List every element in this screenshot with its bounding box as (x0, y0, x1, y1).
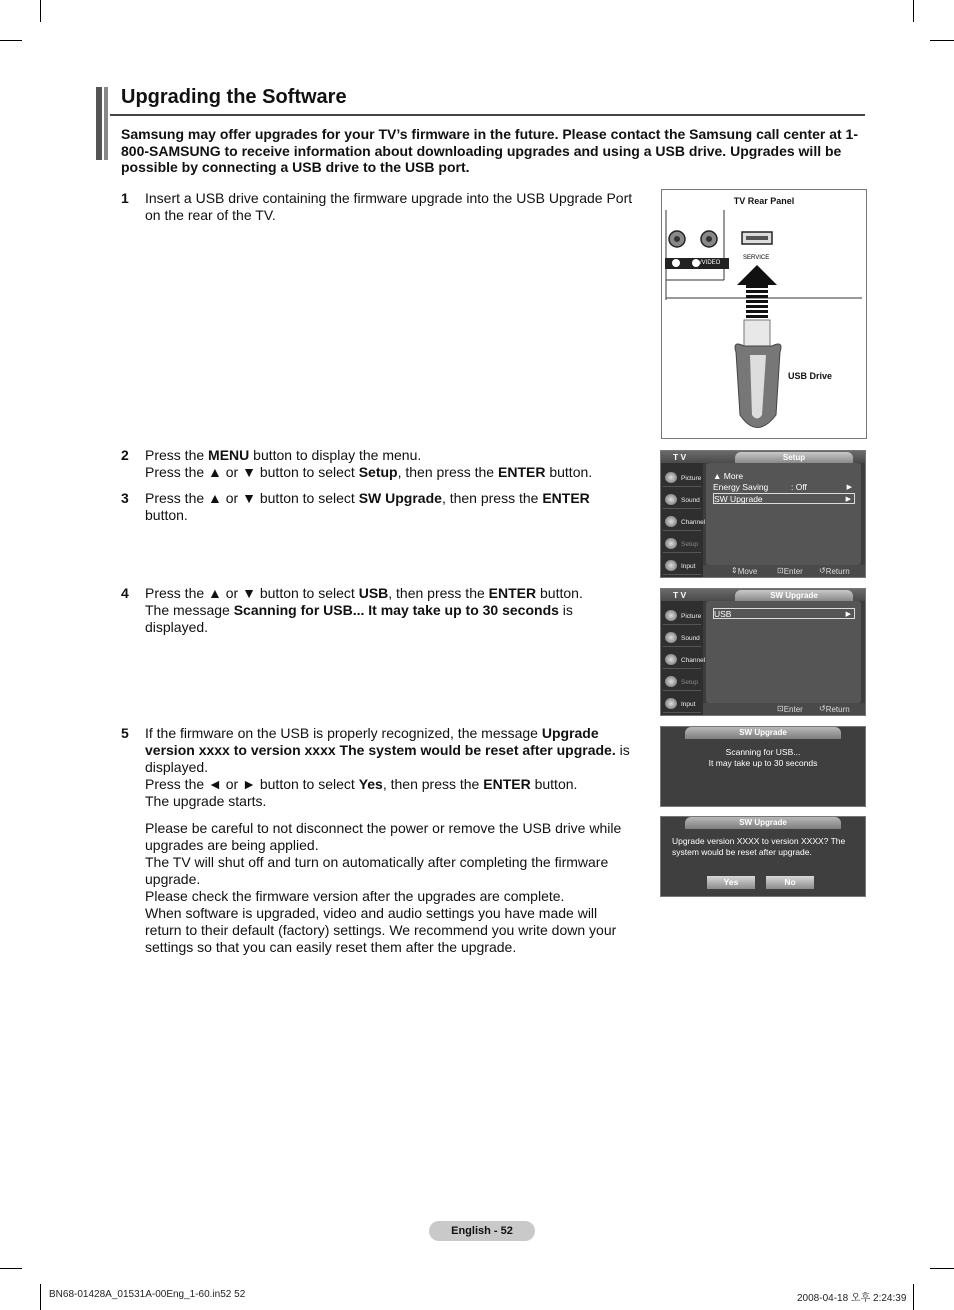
step-text: Please be careful to not disconnect the power or remove the USB drive while upgrades are being applied. (145, 820, 622, 853)
up-arrow-icon: ▲ (713, 471, 724, 481)
step-text: Press the ▲ or ▼ button to select USB, then press the ENTER button. (145, 585, 583, 601)
step-number: 4 (121, 585, 129, 601)
more-row: ▲ More (713, 471, 744, 481)
dialog-tab: SW Upgrade (685, 817, 841, 829)
print-file-info: BN68-01428A_01531A-00Eng_1-60.in52 52 (49, 1289, 246, 1300)
page-number-badge: English - 52 (429, 1221, 535, 1241)
step-number: 5 (121, 725, 129, 741)
channel-icon (665, 654, 677, 665)
osd-panel (706, 601, 861, 703)
dialog-message: Scanning for USB... It may take up to 30 seconds (708, 747, 818, 768)
setup-icon (665, 538, 677, 549)
step-text: The TV will shut off and turn on automatically after completing the firmware upgrade. (145, 854, 609, 887)
step-text: When software is upgraded, video and audio settings you have made will return to their default (factory) settings. We recommend you write down your settings so that you can easily reset them after the upgrade. (145, 905, 617, 955)
return-hint: ↺ Return (819, 704, 850, 714)
step-text: Press the ◄ or ► button to select Yes, then press the ENTER button. (145, 776, 578, 792)
tv-label: T V (673, 590, 687, 600)
sidebar-item-sound: Sound (663, 491, 701, 509)
crop-mark (930, 40, 954, 41)
tv-label: T V (673, 452, 687, 462)
enter-hint: ⊡ Enter (777, 704, 803, 714)
sw-upgrade-menu-screen (660, 588, 866, 716)
crop-mark (0, 1268, 22, 1269)
step-text: Insert a USB drive containing the firmware upgrade into the USB Upgrade Port on the rear of the TV. (145, 190, 633, 223)
sidebar-item-setup: Setup (663, 535, 701, 553)
sidebar-item-sound: Sound (663, 629, 701, 647)
sidebar-item-picture: Picture (663, 469, 701, 487)
sidebar-item-setup: Setup (663, 673, 701, 691)
step-text: If the firmware on the USB is properly recognized, the message Upgrade version xxxx to version xxxx The system would be reset after upgrade. is displayed. (145, 725, 630, 775)
sound-icon (665, 632, 677, 643)
dialog-message: Upgrade version XXXX to version XXXX? The system would be reset after upgrade. (672, 836, 846, 857)
right-arrow-icon: ▶ (846, 484, 852, 491)
tv-rear-panel-figure (661, 189, 867, 439)
video-label: /VIDEO (700, 260, 721, 266)
picture-icon (665, 610, 677, 621)
page-title: Upgrading the Software (121, 86, 347, 108)
step-text: Press the MENU button to display the menu. (145, 447, 422, 463)
upgrade-confirm-dialog (660, 816, 866, 897)
intro-paragraph: Samsung may offer upgrades for your TV’s firmware in the future. Please contact the Samsung call center at 1-800-SAMSUNG to receive information about downloading upgrades and using a USB drive. Upgrades will be possible by connecting a USB drive to the USB port. (121, 126, 859, 175)
energy-saving-row: Energy Saving : Off ▶ (713, 482, 852, 492)
print-timestamp: 2008-04-18 오후 2:24:39 (797, 1293, 907, 1304)
sidebar-item-channel: Channel (663, 513, 701, 531)
crop-mark (913, 1284, 914, 1310)
dialog-tab: SW Upgrade (685, 727, 841, 739)
move-hint: ⇕ Move (731, 566, 758, 576)
right-arrow-icon: ▶ (845, 496, 851, 503)
step-text: The upgrade starts. (145, 793, 267, 809)
step-text: The message Scanning for USB... It may take up to 30 seconds is displayed. (145, 602, 573, 635)
yes-button[interactable]: Yes (707, 876, 755, 889)
sw-upgrade-row: SW Upgrade ▶ (713, 493, 855, 504)
title-rule (110, 114, 865, 116)
input-icon (665, 698, 677, 709)
input-icon (665, 560, 677, 571)
step-text: Press the ▲ or ▼ button to select SW Upgrade, then press the ENTER button. (145, 490, 590, 523)
osd-footer (703, 565, 865, 577)
setup-icon (665, 676, 677, 687)
osd-panel (706, 463, 861, 565)
usb-row: USB ▶ (713, 608, 855, 619)
crop-mark (40, 0, 41, 22)
right-arrow-icon: ▶ (845, 611, 851, 618)
usb-insertion-illustration (662, 190, 867, 439)
return-hint: ↺ Return (819, 566, 850, 576)
step-number: 2 (121, 447, 129, 463)
title-accent-bars (96, 87, 110, 160)
scanning-dialog (660, 726, 866, 807)
step-text: Please check the firmware version after the upgrades are complete. (145, 888, 565, 904)
osd-sidebar (661, 601, 706, 715)
picture-icon (665, 472, 677, 483)
step-number: 3 (121, 490, 129, 506)
sidebar-item-channel: Channel (663, 651, 701, 669)
menu-tab: SW Upgrade (735, 590, 853, 601)
usb-drive-label: USB Drive (788, 371, 833, 381)
crop-mark (0, 40, 22, 41)
setup-menu-screen (660, 450, 866, 578)
step-text: Press the ▲ or ▼ button to select Setup, then press the ENTER button. (145, 464, 593, 480)
channel-icon (665, 516, 677, 527)
service-label: SERVICE (743, 255, 770, 261)
crop-mark (930, 1268, 954, 1269)
menu-tab: Setup (735, 452, 853, 463)
osd-sidebar (661, 463, 706, 577)
sidebar-item-input: Input (663, 695, 701, 713)
enter-hint: ⊡ Enter (777, 566, 803, 576)
step-number: 1 (121, 190, 129, 206)
sidebar-item-input: Input (663, 557, 701, 575)
sidebar-item-picture: Picture (663, 607, 701, 625)
figure-caption: TV Rear Panel (733, 196, 795, 206)
osd-footer (703, 703, 865, 715)
crop-mark (40, 1284, 41, 1310)
sound-icon (665, 494, 677, 505)
crop-mark (913, 0, 914, 22)
no-button[interactable]: No (766, 876, 814, 889)
